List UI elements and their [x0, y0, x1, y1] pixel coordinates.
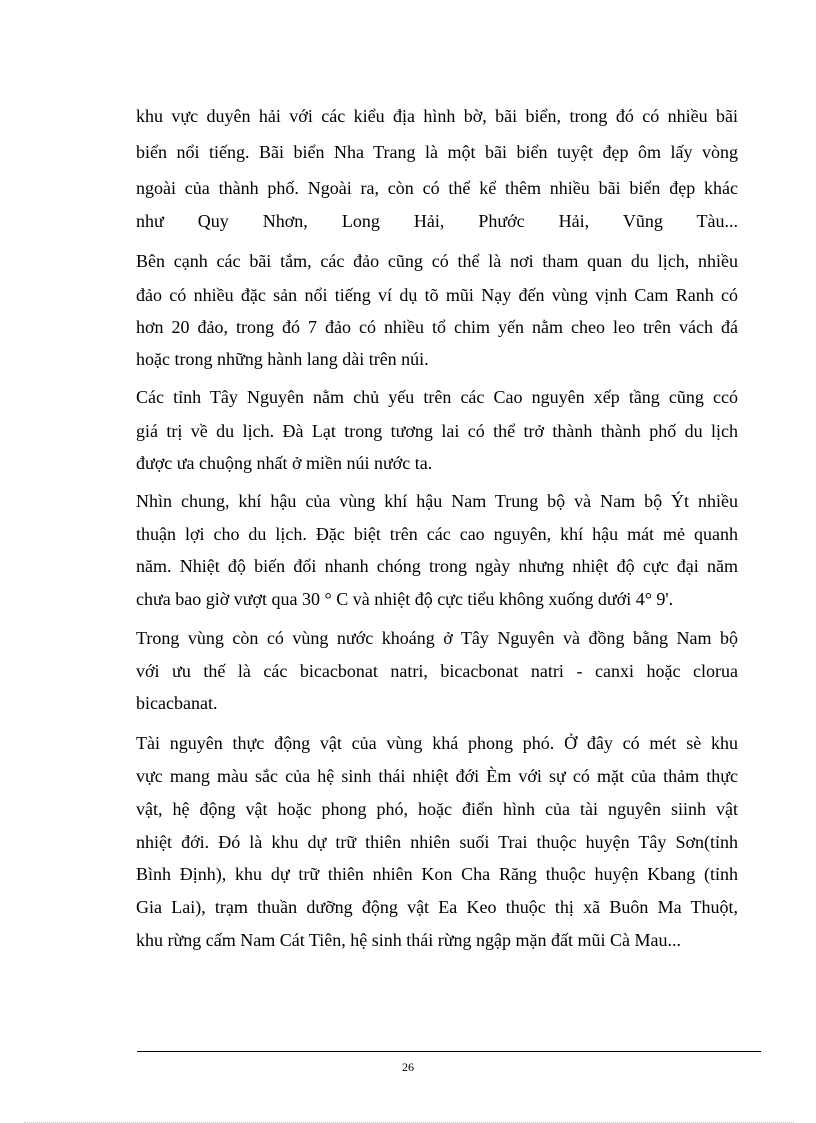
text-line: được ưa chuộng nhất ở miền núi nước ta.: [136, 453, 433, 473]
text-line: chưa bao giờ vượt qua 30 ° C và nhiệt độ cực tiểu không xuống dưới 4° 9'.: [136, 589, 674, 609]
text-line: thuận lợi cho du lịch. Đặc biệt trên các cao nguyên, khí hậu mát mẻ quanh: [136, 524, 738, 544]
text-line: khu rừng cấm Nam Cát Tiên, hệ sinh thái rừng ngập mặn đất mũi Cà Mau...: [136, 930, 681, 950]
text-line: giá trị về du lịch. Đà Lạt trong tương lai có thể trở thành thành phố du lịch: [136, 421, 738, 441]
page-number: 26: [402, 1060, 414, 1074]
text-line: hoặc trong những hành lang dài trên núi.: [136, 349, 429, 369]
text-line: như Quy Nhơn, Long Hải, Phước Hải, Vũng Tàu...: [136, 211, 738, 231]
text-line: ngoài của thành phố. Ngoài ra, còn có thể kể thêm nhiều bãi biển đẹp khác: [136, 178, 738, 198]
text-line: biển nổi tiếng. Bãi biển Nha Trang là một bãi biển tuyệt đẹp ôm lấy vòng: [136, 142, 738, 162]
text-line: Nhìn chung, khí hậu của vùng khí hậu Nam Trung bộ và Nam bộ Ýt nhiều: [136, 491, 738, 511]
text-line: Tài nguyên thực động vật của vùng khá phong phó. Ở đây có mét sè khu: [136, 733, 738, 753]
text-line: khu vực duyên hải với các kiểu địa hình bờ, bãi biển, trong đó có nhiều bãi: [136, 106, 738, 126]
text-line: vật, hệ động vật hoặc phong phó, hoặc điển hình của tài nguyên siinh vật: [136, 799, 738, 819]
text-line: với ưu thế là các bicacbonat natri, bicacbonat natri - canxi hoặc clorua: [136, 661, 738, 681]
text-line: đảo có nhiều đặc sản nổi tiếng ví dụ tõ mũi Nạy đến vùng vịnh Cam Ranh có: [136, 285, 738, 305]
text-line: Trong vùng còn có vùng nước khoáng ở Tây Nguyên và đồng bằng Nam bộ: [136, 628, 738, 648]
text-line: vực mang màu sắc của hệ sinh thái nhiệt đới Èm với sự có mặt của thảm thực: [136, 766, 738, 786]
text-line: nhiệt đới. Đó là khu dự trữ thiên nhiên suối Trai thuộc huyện Tây Sơn(tỉnh: [136, 832, 738, 852]
text-line: năm. Nhiệt độ biến đổi nhanh chóng trong ngày nhưng nhiệt độ cực đại năm: [136, 556, 738, 576]
text-line: bicacbanat.: [136, 693, 218, 713]
text-line: Bình Định), khu dự trữ thiên nhiên Kon Cha Răng thuộc huyện Kbang (tỉnh: [136, 864, 738, 884]
footer-divider: [137, 1051, 761, 1052]
text-line: Các tỉnh Tây Nguyên nằm chủ yếu trên các Cao nguyên xếp tầng cũng ccó: [136, 387, 738, 407]
text-line: Bên cạnh các bãi tắm, các đảo cũng có thể là nơi tham quan du lịch, nhiều: [136, 251, 738, 271]
text-line: hơn 20 đảo, trong đó 7 đảo có nhiều tổ chim yến nằm cheo leo trên vách đá: [136, 317, 738, 337]
text-line: Gia Lai), trạm thuần dưỡng động vật Ea Keo thuộc thị xã Buôn Ma Thuột,: [136, 897, 738, 917]
